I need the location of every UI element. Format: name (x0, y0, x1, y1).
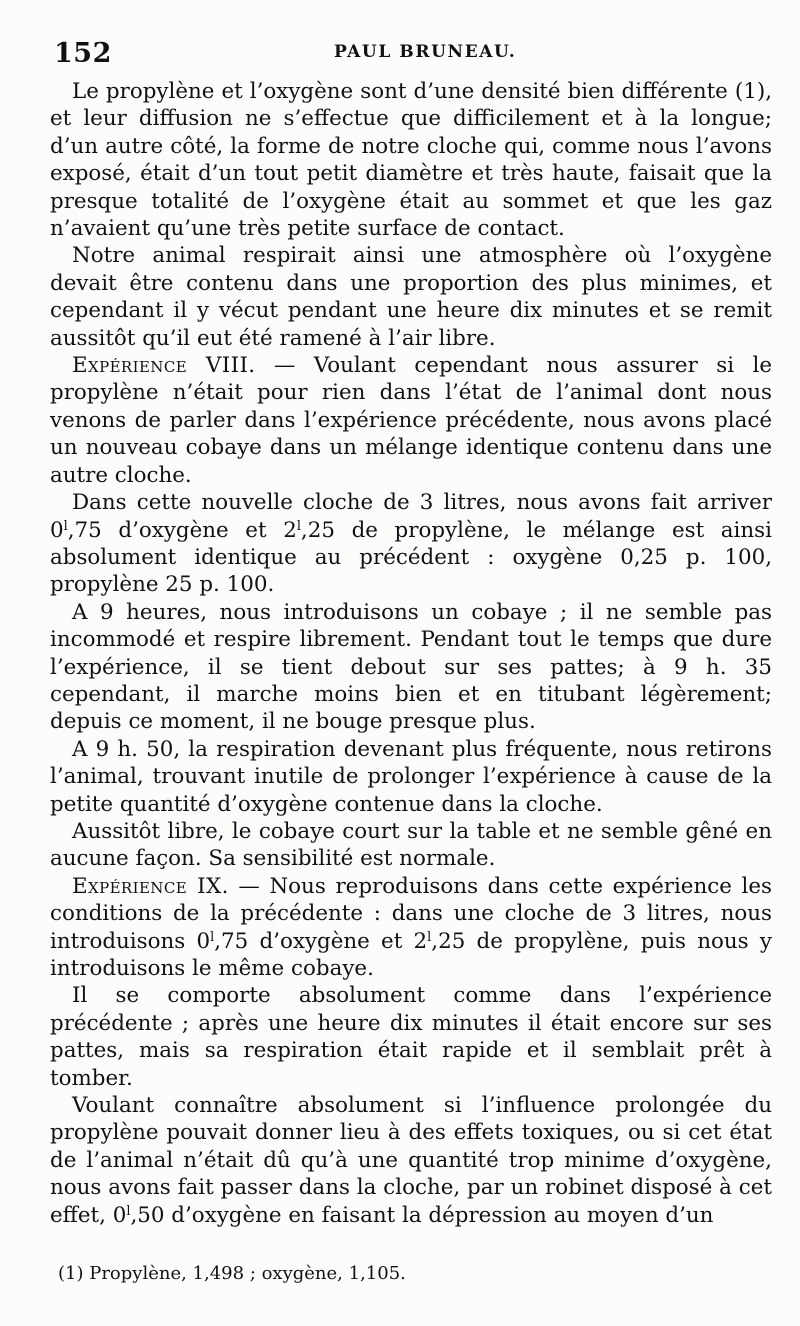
paragraph (50, 818, 772, 873)
unit-superscript: l (296, 518, 301, 534)
footnote: (1) Propylène, 1,498 ; oxygène, 1,105. (58, 1263, 406, 1284)
running-head (54, 34, 770, 70)
unit-superscript: l (126, 1203, 131, 1219)
paragraph (50, 599, 772, 736)
text-segment: ,50 d’oxygène en faisant la dépression au moyen d’un (130, 1202, 714, 1228)
paragraph (50, 242, 772, 352)
paragraph (50, 352, 772, 489)
unit-superscript: l (427, 929, 432, 945)
text-segment: ,25 de propylène, puis nous y introduisons le même cobaye. (50, 928, 772, 981)
paragraph (50, 1092, 772, 1229)
text-segment: Notre animal respirait ainsi une atmosphère où l’oxygène devait être contenu dans une proportion des plus minimes, et cependant il y vécut pendant une heure dix minutes et se remit aussitôt qu’il eut été ramené à l’air libre. (50, 243, 772, 351)
text-segment: ,75 d’oxygène et 2 (214, 928, 428, 954)
paragraph (50, 489, 772, 599)
text-segment: A 9 heures, nous introduisons un cobaye ; il ne semble pas incommodé et respire librement. Pendant tout le temps que dure l’expérience, il se tient debout sur ses pattes; à 9 h. 35 cependant, il marche moins bien et en titubant légèrement; depuis ce moment, il ne bouge presque plus. (50, 599, 772, 735)
paragraph (50, 873, 772, 983)
body-text (50, 78, 772, 1229)
experiment-label: Expérience VIII. (72, 353, 256, 379)
running-head-author: PAUL BRUNEAU. (334, 42, 517, 62)
page-number: 152 (54, 38, 112, 69)
unit-superscript: l (210, 929, 215, 945)
text-segment: Il se comporte absolument comme dans l’expérience précédente ; après une heure dix minutes il était encore sur ses pattes, mais sa respiration était rapide et il semblait prêt à tomber. (50, 983, 772, 1091)
text-segment: — Nous reproduisons dans cette expérience les conditions de la précédente : dans une cloche de 3 litres, nous introduisons 0 (50, 873, 772, 954)
text-segment: A 9 h. 50, la respiration devenant plus fréquente, nous retirons l’animal, trouvant inutile de prolonger l’expérience à cause de la petite quantité d’oxygène contenue dans la cloche. (50, 736, 772, 817)
text-segment: Voulant connaître absolument si l’influence prolongée du propylène pouvait donner lieu à des effets toxiques, ou si cet état de l’animal n’était dû qu’à une quantité trop minime d’oxygène, nous avons fait passer dans la cloche, par un robinet disposé à cet effet, 0 (50, 1093, 772, 1228)
text-segment: Le propylène et l’oxygène sont d’une densité bien différente (1), et leur diffusion ne s’effectue que difficilement et à la longue; d’un autre côté, la forme de notre cloche qui, comme nous l’avons exposé, était d’un tout petit diamètre et très haute, faisait que la presque totalité de l’oxygène était au sommet et que les gaz n’avaient qu’une très petite surface de contact. (50, 79, 772, 242)
text-segment: ,25 de propylène, le mélange est ainsi absolument identique au précédent : oxygène 0,25 p. 100, propylène 25 p. 100. (50, 517, 772, 598)
experiment-label: Expérience IX. (72, 873, 229, 899)
text-segment: Aussitôt libre, le cobaye court sur la table et ne semble gêné en aucune façon. Sa sensibilité est normale. (50, 818, 772, 872)
text-segment: ,75 d’oxygène et 2 (67, 517, 297, 543)
paragraph (50, 982, 772, 1092)
paragraph (50, 78, 772, 242)
paragraph (50, 736, 772, 818)
unit-superscript: l (63, 518, 68, 534)
text-segment: — Voulant cependant nous assurer si le propylène n’était pour rien dans l’état de l’animal dont nous venons de parler dans l’expérience précédente, nous avons placé un nouveau cobaye dans un mélange identique contenu dans une autre cloche. (50, 353, 772, 488)
text-segment: Dans cette nouvelle cloche de 3 litres, nous avons fait arriver 0 (50, 490, 772, 543)
